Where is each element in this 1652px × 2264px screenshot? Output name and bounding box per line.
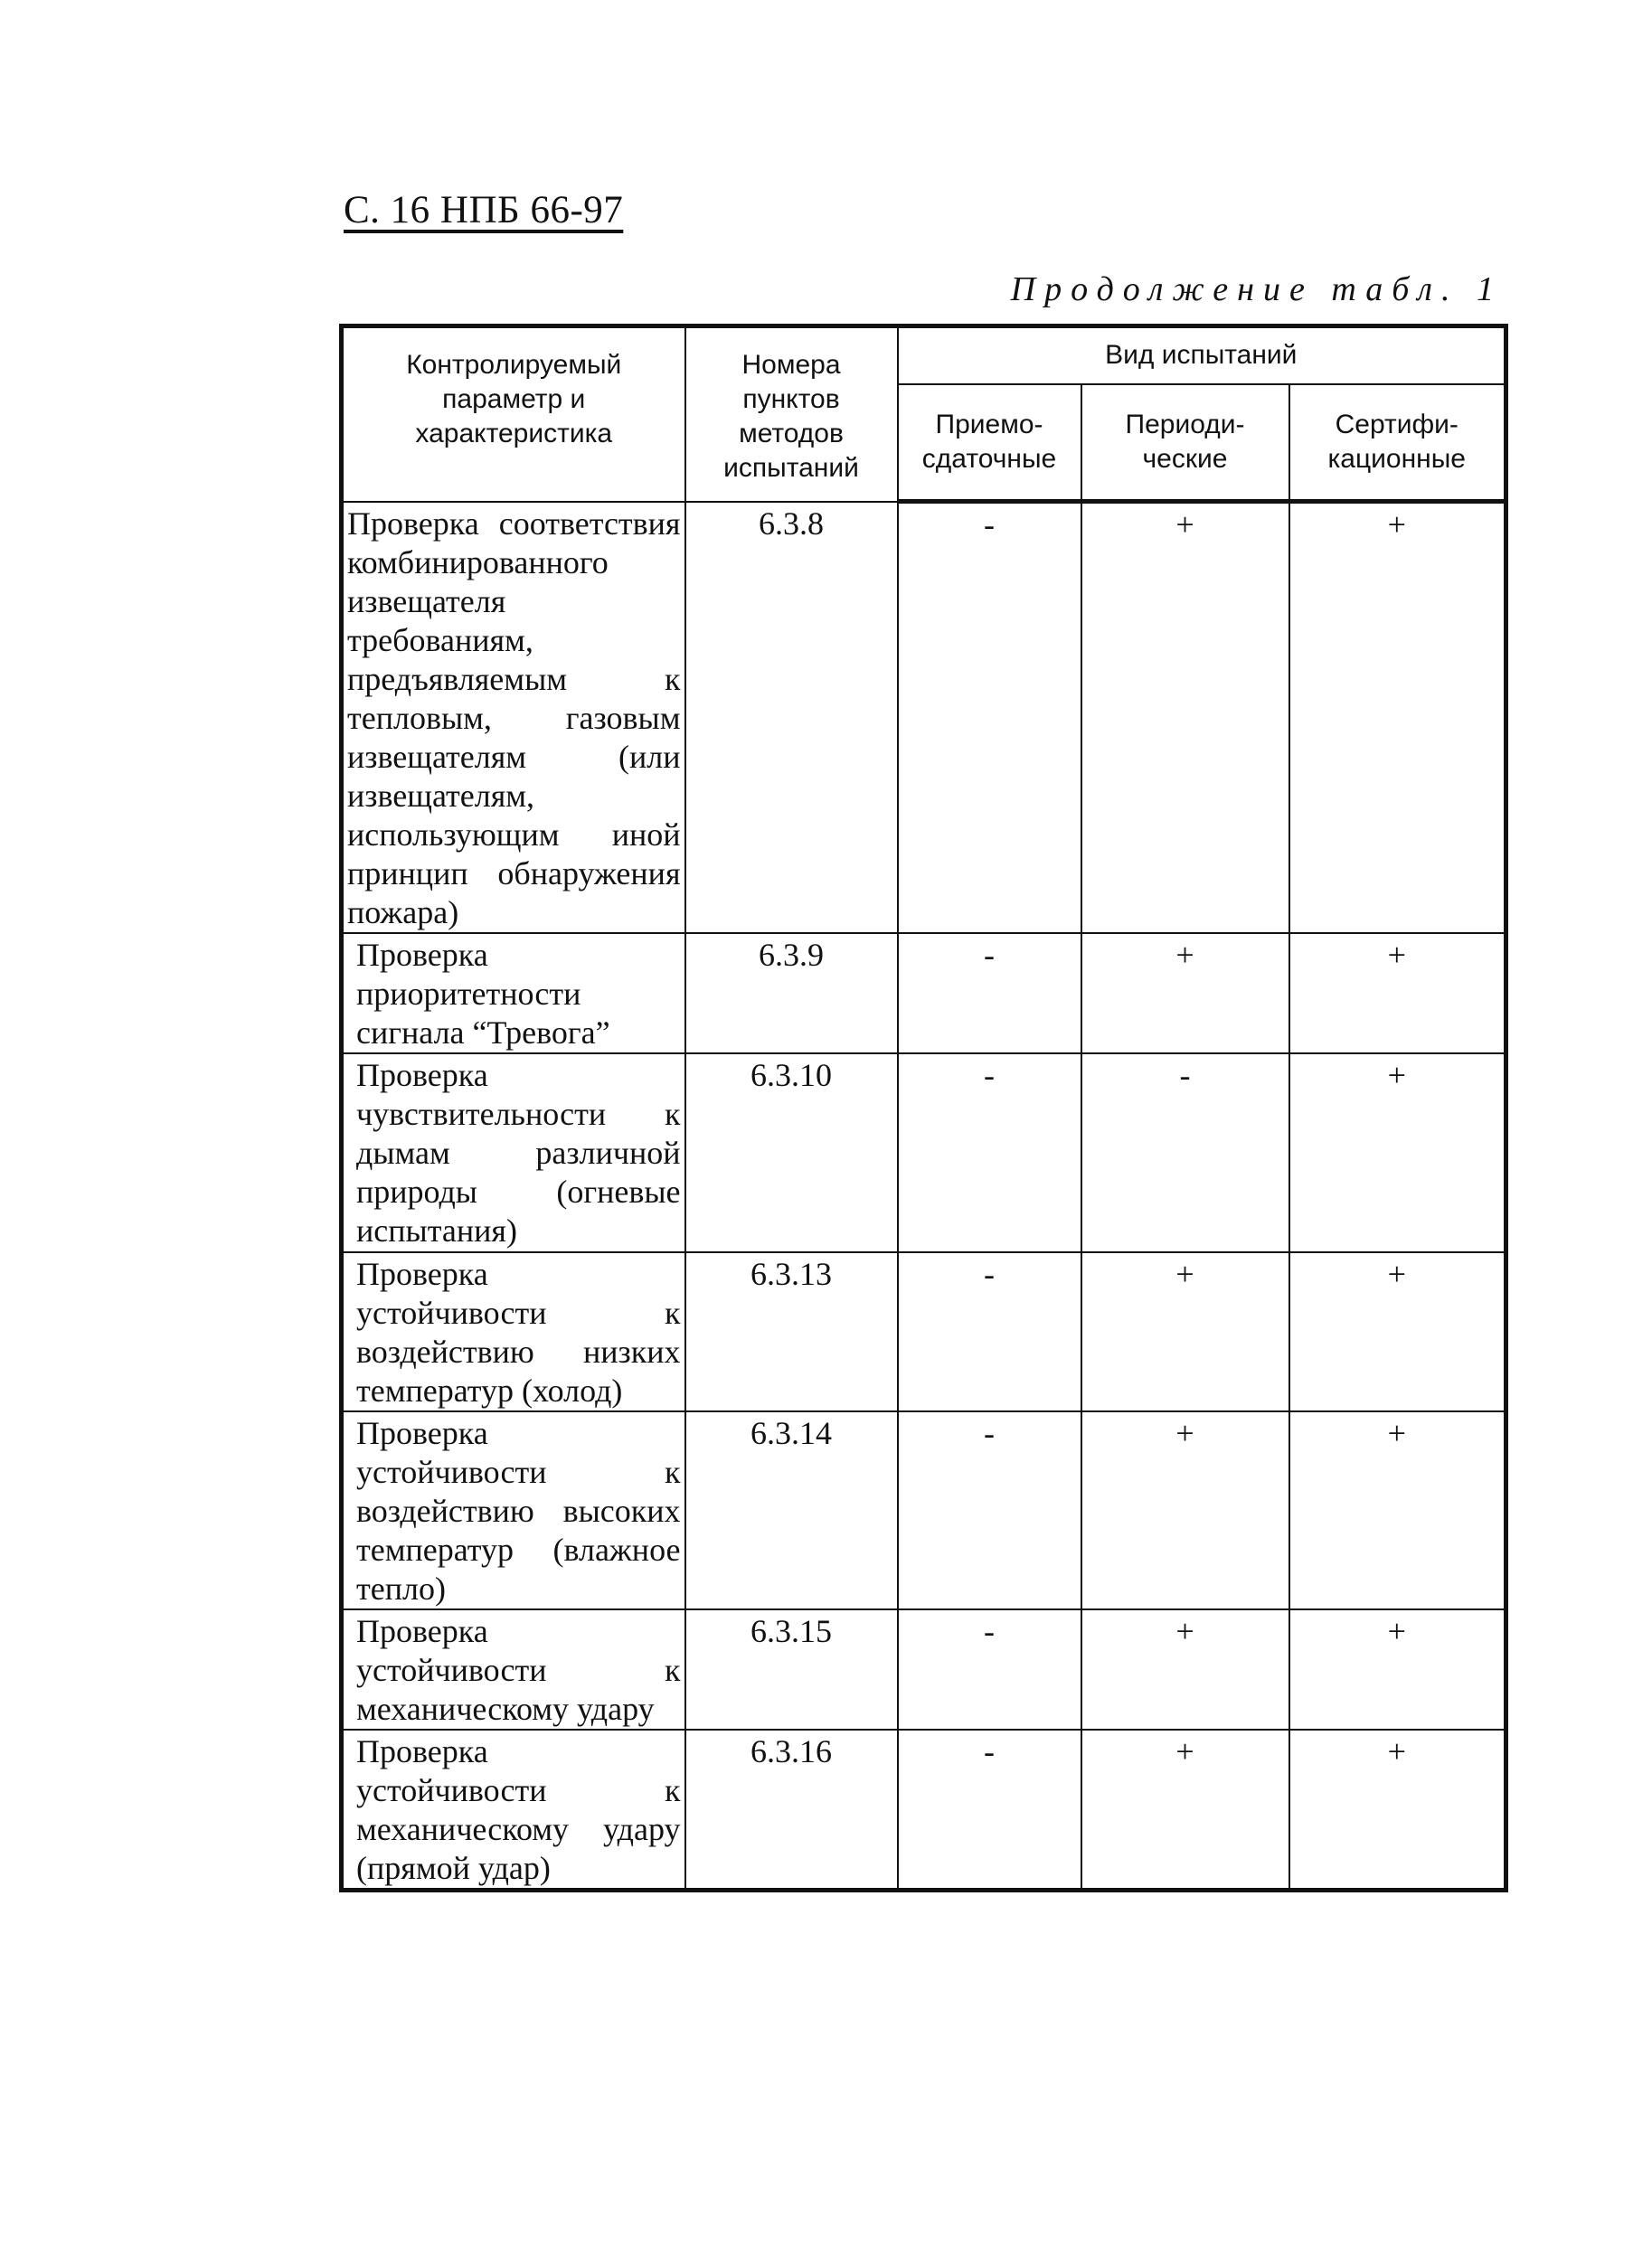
row-parameter: Проверка устойчивости к воздействию низких температур (холод): [342, 1252, 685, 1411]
row-acceptance-mark: -: [898, 1411, 1081, 1609]
row-acceptance-mark: -: [898, 502, 1081, 933]
row-method-number: 6.3.9: [685, 933, 898, 1053]
row-certification-mark: +: [1289, 1053, 1506, 1252]
row-certification-mark: +: [1289, 502, 1506, 933]
row-periodic-mark: +: [1081, 502, 1289, 933]
row-parameter: Проверка соответствия комбинированного извещателя требованиям, предъявляемым к тепловым, газовым извещателям (или извещателям, использующим иной принцип обнаружения пожара): [342, 502, 685, 933]
row-certification-mark: +: [1289, 1609, 1506, 1730]
col-header-method-points: Номера пунктов методов испытаний: [685, 326, 898, 502]
row-periodic-mark: +: [1081, 1730, 1289, 1891]
table-continuation-caption: Продолжение табл. 1: [1010, 270, 1503, 308]
table-row: [342, 1053, 1506, 1252]
row-acceptance-mark: -: [898, 1609, 1081, 1730]
row-parameter: Проверка устойчивости к механическому удару (прямой удар): [342, 1730, 685, 1891]
test-requirements-table: [339, 324, 1508, 1892]
row-certification-mark: +: [1289, 1252, 1506, 1411]
table-row: [342, 933, 1506, 1053]
row-acceptance-mark: -: [898, 1730, 1081, 1891]
row-method-number: 6.3.15: [685, 1609, 898, 1730]
row-parameter: Проверка чувствительности к дымам различной природы (огневые испытания): [342, 1053, 685, 1252]
page-header: С. 16 НПБ 66-97: [344, 189, 624, 231]
row-certification-mark: +: [1289, 933, 1506, 1053]
col-header-parameter: Контролируемый параметр и характеристика: [342, 326, 685, 502]
row-certification-mark: +: [1289, 1411, 1506, 1609]
row-periodic-mark: -: [1081, 1053, 1289, 1252]
row-certification-mark: +: [1289, 1730, 1506, 1891]
row-acceptance-mark: -: [898, 1053, 1081, 1252]
row-method-number: 6.3.16: [685, 1730, 898, 1891]
row-periodic-mark: +: [1081, 1609, 1289, 1730]
row-periodic-mark: +: [1081, 1252, 1289, 1411]
table-row: [342, 1730, 1506, 1891]
table-row: [342, 1411, 1506, 1609]
col-header-certification: Сертифи-кационные: [1289, 384, 1506, 502]
col-header-test-type: Вид испытаний: [898, 326, 1506, 384]
col-header-acceptance: Приемо-сдаточные: [898, 384, 1081, 502]
row-acceptance-mark: -: [898, 933, 1081, 1053]
table-row: [342, 502, 1506, 933]
row-acceptance-mark: -: [898, 1252, 1081, 1411]
row-method-number: 6.3.10: [685, 1053, 898, 1252]
row-parameter: Проверка устойчивости к механическому удару: [342, 1609, 685, 1730]
row-method-number: 6.3.8: [685, 502, 898, 933]
table-row: [342, 1609, 1506, 1730]
col-header-periodic: Периоди-ческие: [1081, 384, 1289, 502]
row-method-number: 6.3.13: [685, 1252, 898, 1411]
row-parameter: Проверка устойчивости к воздействию высоких температур (влажное тепло): [342, 1411, 685, 1609]
row-periodic-mark: +: [1081, 933, 1289, 1053]
row-periodic-mark: +: [1081, 1411, 1289, 1609]
row-parameter: Проверка приоритетности сигнала “Тревога”: [342, 933, 685, 1053]
row-method-number: 6.3.14: [685, 1411, 898, 1609]
table-row: [342, 1252, 1506, 1411]
